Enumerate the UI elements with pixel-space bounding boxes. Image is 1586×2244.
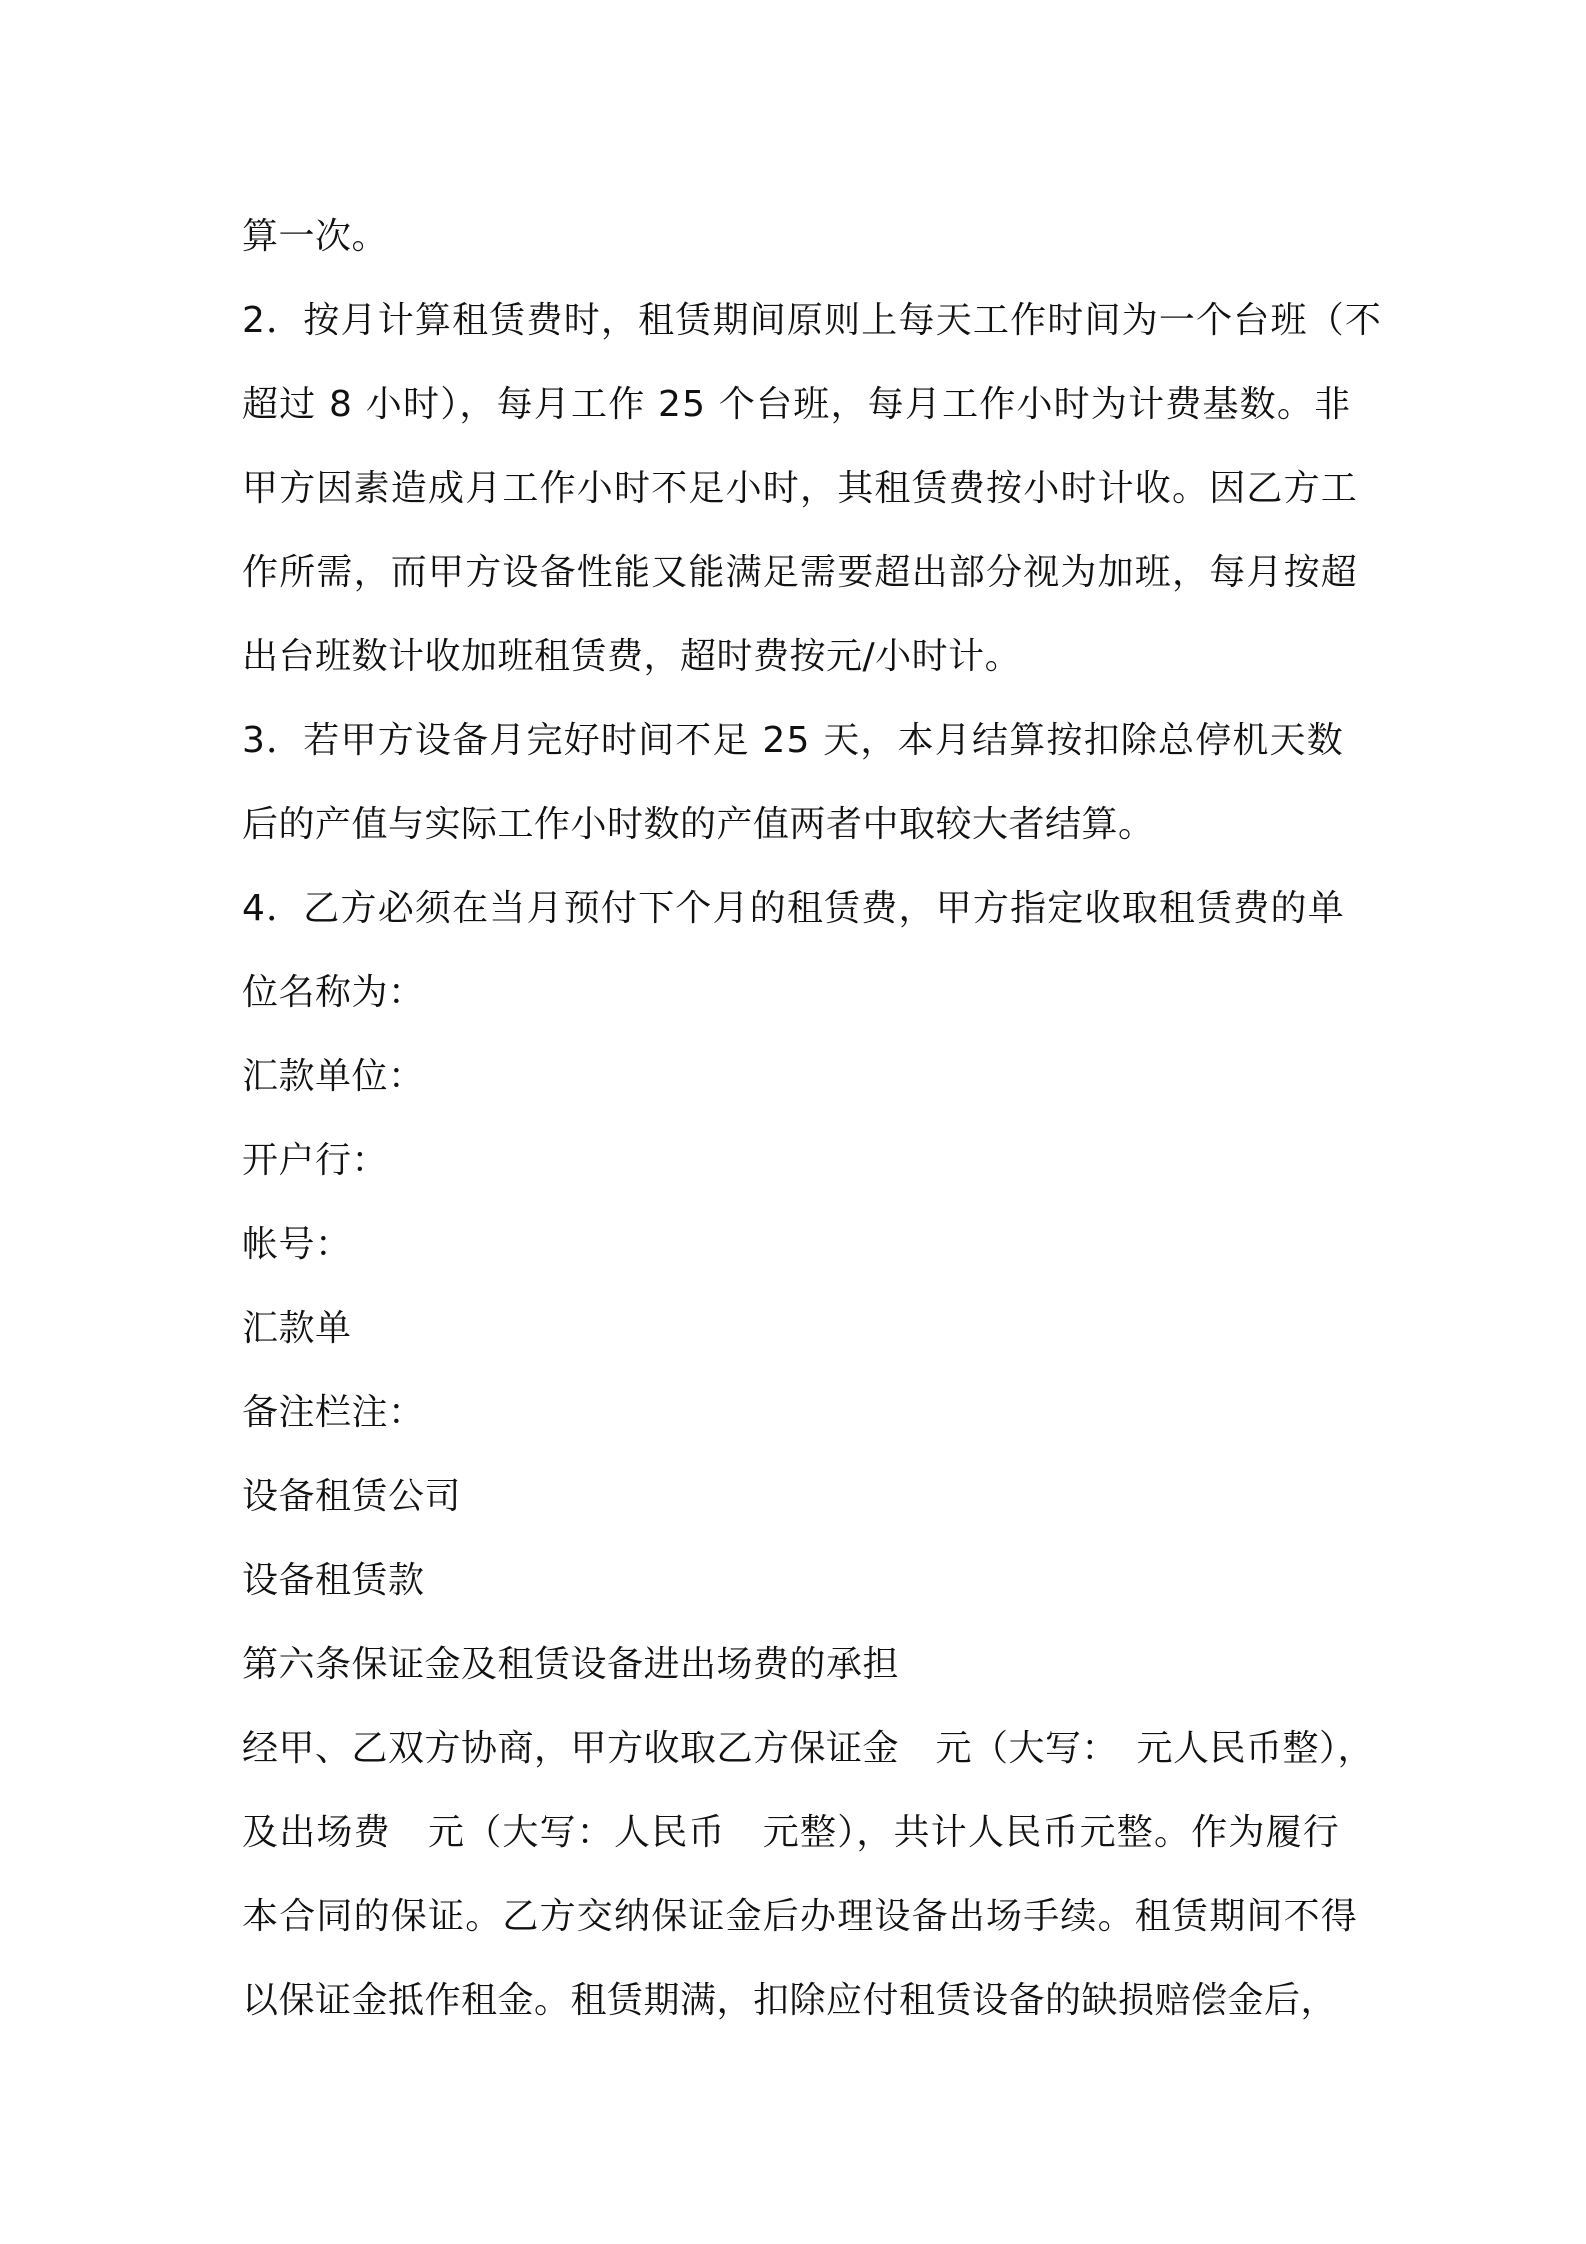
text-line: 设备租赁公司 (242, 1476, 462, 1517)
text-line: 开户行： (242, 1140, 389, 1181)
text-line: 3．若甲方设备月完好时间不足 25 天，本月结算按扣除总停机天数 (242, 720, 1344, 761)
text-line: 出台班数计收加班租赁费，超时费按元/小时计。 (242, 636, 1022, 677)
text-line: 甲方因素造成月工作小时不足小时，其租赁费按小时计收。因乙方工 (242, 468, 1359, 509)
text-line: 以保证金抵作租金。租赁期满，扣除应付租赁设备的缺损赔偿金后， (242, 1980, 1338, 2021)
text-line: 超过 8 小时），每月工作 25 个台班，每月工作小时为计费基数。非 (242, 384, 1352, 425)
text-line: 汇款单位： (242, 1056, 425, 1097)
document-body (242, 195, 1383, 2043)
text-line: 作所需，而甲方设备性能又能满足需要超出部分视为加班，每月按超 (242, 552, 1359, 593)
text-line: 位名称为： (242, 972, 425, 1013)
text-line: 4．乙方必须在当月预付下个月的租赁费，甲方指定收取租赁费的单 (242, 888, 1345, 929)
text-line: 设备租赁款 (242, 1560, 425, 1601)
text-line: 及出场费 元（大写：人民币 元整），共计人民币元整。作为履行 (242, 1812, 1341, 1853)
text-line: 汇款单 (242, 1308, 352, 1349)
text-line: 备注栏注： (242, 1392, 425, 1433)
text-line: 后的产值与实际工作小时数的产值两者中取较大者结算。 (242, 804, 1155, 845)
text-line: 经甲、乙双方协商，甲方收取乙方保证金 元（大写： 元人民币整）， (242, 1728, 1375, 1769)
text-line: 算一次。 (242, 216, 389, 257)
text-line: 2．按月计算租赁费时，租赁期间原则上每天工作时间为一个台班（不 (242, 300, 1383, 341)
section-heading: 第六条保证金及租赁设备进出场费的承担 (242, 1644, 900, 1685)
text-line: 帐号： (242, 1224, 352, 1265)
text-line: 本合同的保证。乙方交纳保证金后办理设备出场手续。租赁期间不得 (242, 1896, 1359, 1937)
